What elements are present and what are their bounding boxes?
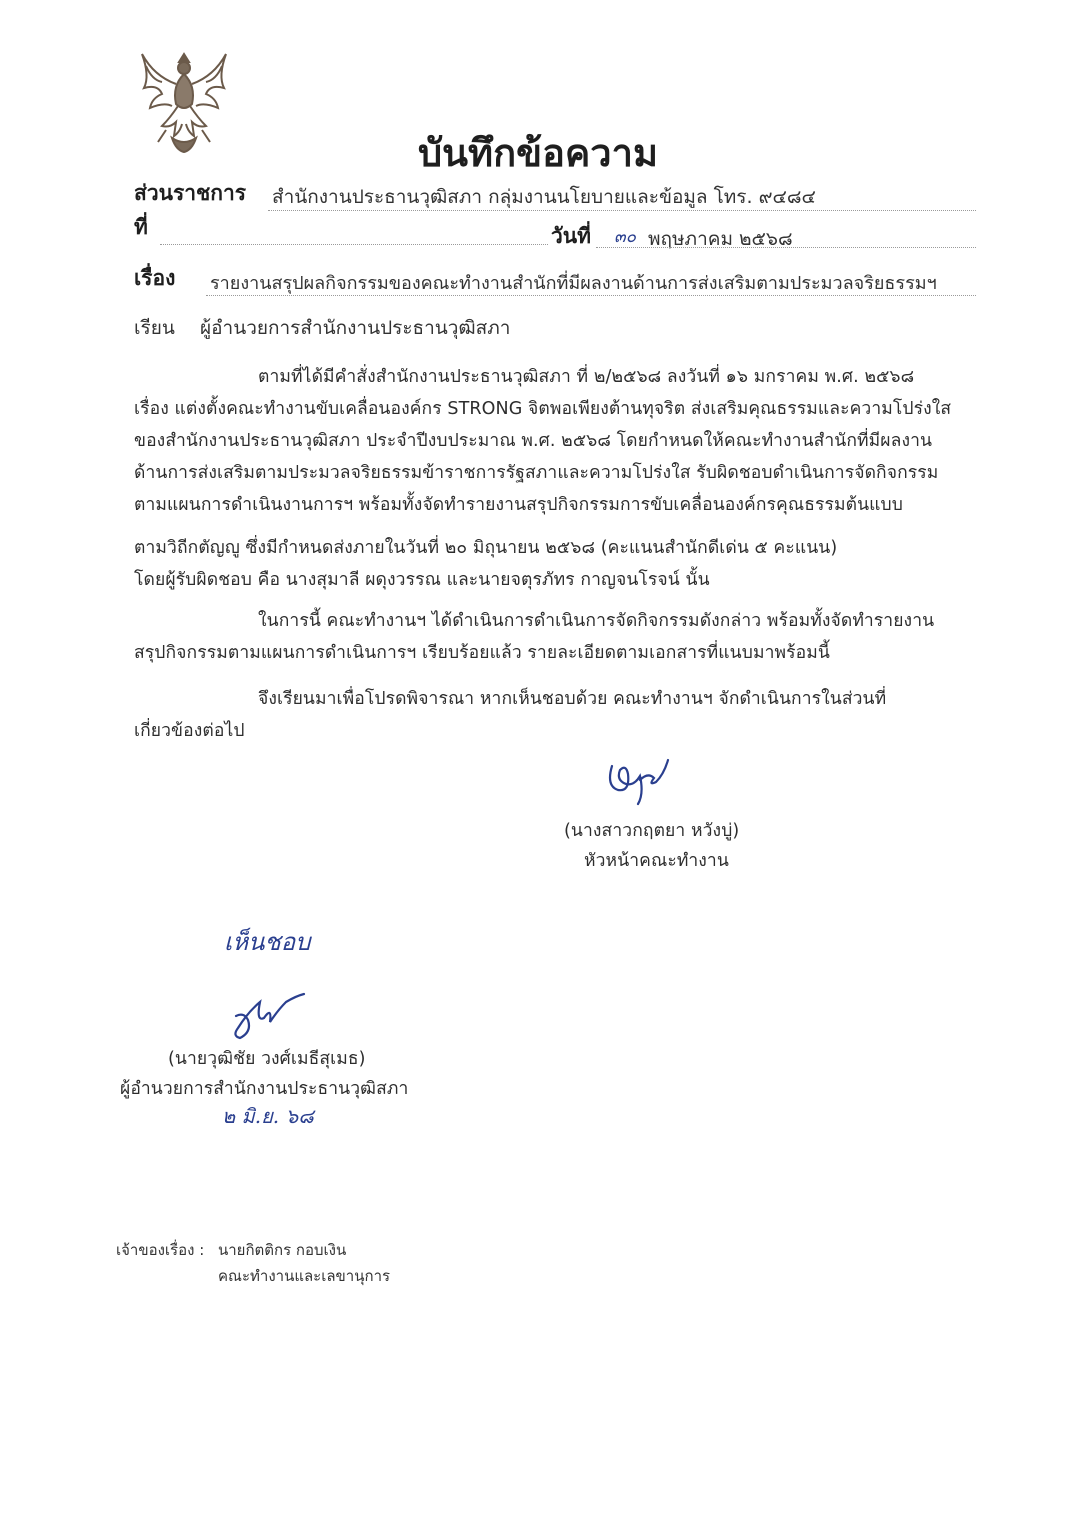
signer1-name: (นางสาวกฤตยา หวังบู่) (564, 821, 740, 841)
signature-2 (226, 992, 316, 1042)
approval-note: เห็นชอบ (224, 928, 311, 956)
subject-dotline (206, 295, 976, 296)
date-rest: พฤษภาคม ๒๕๖๘ (648, 228, 793, 250)
subject-value: รายงานสรุปผลกิจกรรมของคณะทำงานสำนักที่มีผลงานด้านการส่งเสริมตามประมวลจริยธรรมฯ (210, 273, 937, 294)
date-dotline (596, 247, 976, 248)
owner-name: นายกิตติกร กอบเงิน (218, 1241, 347, 1259)
body-line: ของสำนักงานประธานวุฒิสภา ประจำปีงบประมาณ พ.ศ. ๒๕๖๘ โดยกำหนดให้คณะทำงานสำนักที่มีผลงาน (134, 431, 933, 451)
ref-dotline (160, 244, 548, 245)
ref-label: ที่ (134, 215, 148, 239)
body-line: เกี่ยวข้องต่อไป (134, 721, 245, 741)
date-day: ๓๐ (614, 227, 636, 247)
subject-label: เรื่อง (134, 266, 176, 290)
approver-position: ผู้อำนวยการสำนักงานประธานวุฒิสภา (120, 1079, 409, 1099)
to-value: ผู้อำนวยการสำนักงานประธานวุฒิสภา (200, 317, 511, 339)
memo-title: บันทึกข้อความ (417, 131, 659, 175)
body-line: โดยผู้รับผิดชอบ คือ นางสุมาลี ผดุงวรรณ และนายจตุรภัทร กาญจนโรจน์ นั้น (134, 570, 710, 590)
body-line: สรุปกิจกรรมตามแผนการดำเนินการฯ เรียบร้อยแล้ว รายละเอียดตามเอกสารที่แนบมาพร้อมนี้ (134, 643, 830, 663)
body-line: ด้านการส่งเสริมตามประมวลจริยธรรมข้าราชการรัฐสภาและความโปร่งใส รับผิดชอบดำเนินการจัดกิจกรรม (134, 463, 939, 483)
body-line: ในการนี้ คณะทำงานฯ ได้ดำเนินการดำเนินการจัดกิจกรรมดังกล่าว พร้อมทั้งจัดทำรายงาน (258, 611, 935, 631)
dept-value: สำนักงานประธานวุฒิสภา กลุ่มงานนโยบายและข้อมูล โทร. ๙๔๘๔ (272, 186, 816, 208)
date-label: วันที่ (551, 224, 591, 248)
dept-label: ส่วนราชการ (134, 181, 247, 205)
owner-unit: คณะทำงานและเลขานุการ (218, 1267, 391, 1285)
body-line: เรื่อง แต่งตั้งคณะทำงานขับเคลื่อนองค์กร STRONG จิตพอเพียงต้านทุจริต ส่งเสริมคุณธรรมและความโปร่งใส (134, 399, 952, 419)
to-label: เรียน (134, 317, 175, 339)
body-line: ตามแผนการดำเนินงานการฯ พร้อมทั้งจัดทำรายงานสรุปกิจกรรมการขับเคลื่อนองค์กรคุณธรรมต้นแบบ (134, 495, 903, 515)
signer1-position: หัวหน้าคณะทำงาน (584, 851, 729, 871)
dept-dotline (268, 210, 976, 211)
approver-name: (นายวุฒิชัย วงศ์เมธีสุเมธ) (168, 1049, 366, 1069)
body-line: ตามที่ได้มีคำสั่งสำนักงานประธานวุฒิสภา ที่ ๒/๒๕๖๘ ลงวันที่ ๑๖ มกราคม พ.ศ. ๒๕๖๘ (258, 367, 915, 387)
body-line: จึงเรียนมาเพื่อโปรดพิจารณา หากเห็นชอบด้วย คณะทำงานฯ จักดำเนินการในส่วนที่ (258, 689, 887, 709)
approval-date: ๒ มิ.ย. ๖๘ (222, 1104, 314, 1128)
owner-label: เจ้าของเรื่อง : (116, 1241, 205, 1259)
signature-1 (604, 756, 674, 808)
body-line: ตามวิถีกตัญญู ซึ่งมีกำหนดส่งภายในวันที่ ๒๐ มิถุนายน ๒๕๖๘ (คะแนนสำนักดีเด่น ๕ คะแนน) (134, 538, 838, 558)
